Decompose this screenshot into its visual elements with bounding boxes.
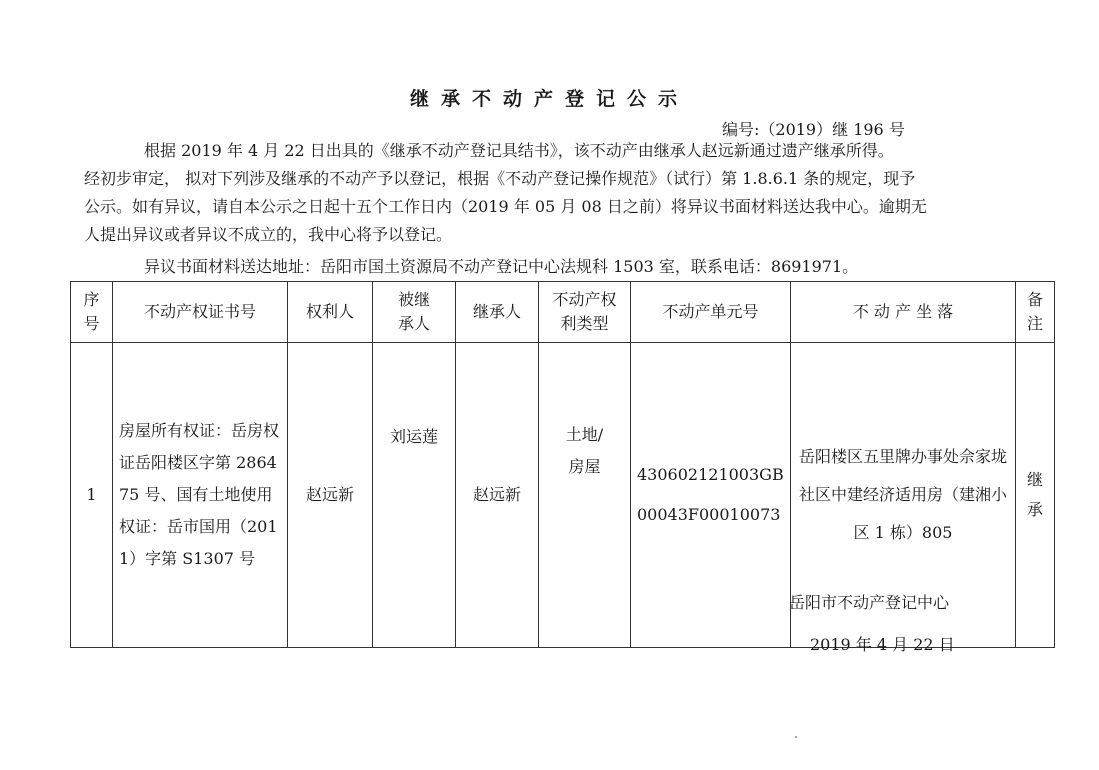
scan-speck <box>795 736 797 738</box>
paragraph-4: 人提出异议或者异议不成立的，我中心将予以登记。 <box>84 225 453 244</box>
cell-seq: 1 <box>71 343 113 648</box>
cell-owner: 赵远新 <box>288 343 373 648</box>
header-owner: 权利人 <box>288 282 373 343</box>
cell-unit-no: 430602121003GB00043F00010073 <box>631 343 791 648</box>
table-header-row <box>71 282 1055 343</box>
cell-remark: 继承 <box>1016 343 1055 648</box>
cell-location: 岳阳楼区五里牌办事处佘家垅社区中建经济适用房（建湘小区 1 栋）805 <box>791 343 1016 648</box>
header-seq: 序号 <box>71 282 113 343</box>
header-remark: 备注 <box>1016 282 1055 343</box>
cell-right-type: 土地/房屋 <box>539 343 631 648</box>
header-heir: 继承人 <box>456 282 539 343</box>
header-unit-no: 不动产单元号 <box>631 282 791 343</box>
page-title: 继承不动产登记公示 <box>409 88 689 110</box>
document-number: 编号:（2019）继 196 号 <box>722 120 905 139</box>
cell-deceased: 刘运莲 <box>373 343 456 648</box>
cell-heir: 赵远新 <box>456 343 539 648</box>
header-deceased: 被继承人 <box>373 282 456 343</box>
paragraph-1: 根据 2019 年 4 月 22 日出具的《继承不动产登记具结书》，该不动产由继承人赵远新通过遗产继承所得。 <box>144 141 894 160</box>
objection-address: 异议书面材料送达地址：岳阳市国土资源局不动产登记中心法规科 1503 室，联系电话：8691971。 <box>144 257 859 276</box>
paragraph-2: 经初步审定， 拟对下列涉及继承的不动产予以登记，根据《不动产登记操作规范》（试行）第 1.8.6.1 条的规定，现予 <box>84 169 916 188</box>
cell-cert-no: 房屋所有权证：岳房权证岳阳楼区字第 286475 号、国有土地使用权证：岳市国用（2011）字第 S1307 号 <box>113 343 288 648</box>
header-cert-no: 不动产权证书号 <box>113 282 288 343</box>
paragraph-3: 公示。如有异议，请自本公示之日起十五个工作日内（2019 年 05 月 08 日之前）将异议书面材料送达我中心。逾期无 <box>84 197 927 216</box>
issue-date: 2019 年 4 月 22 日 <box>810 635 955 654</box>
issuing-organization: 岳阳市不动产登记中心 <box>789 593 950 612</box>
header-location: 不 动 产 坐 落 <box>791 282 1016 343</box>
header-right-type: 不动产权利类型 <box>539 282 631 343</box>
